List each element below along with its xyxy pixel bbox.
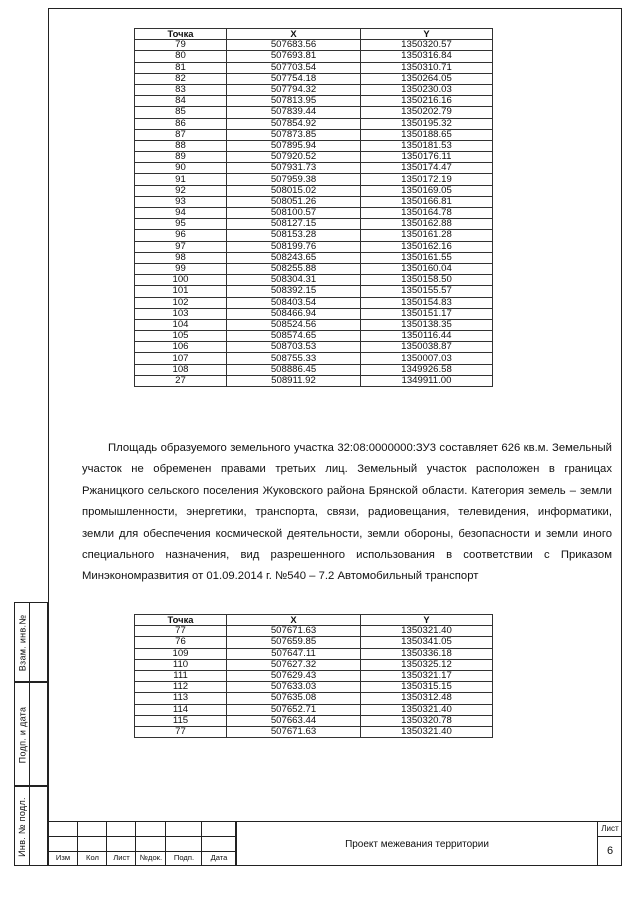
table-row: [135, 275, 493, 286]
cell-y: 1350195.32: [361, 118, 493, 129]
cell-point: 86: [135, 118, 227, 129]
cell-y: 1350161.28: [361, 230, 493, 241]
table-row: [135, 659, 493, 670]
cell-y: 1350007.03: [361, 353, 493, 364]
cell-point: 27: [135, 375, 227, 386]
cell-x: 507629.43: [227, 670, 361, 681]
cell-x: 507627.32: [227, 659, 361, 670]
cell-x: 508153.28: [227, 230, 361, 241]
cell-y: 1350162.88: [361, 219, 493, 230]
cell-x: 507663.44: [227, 715, 361, 726]
table-row: [135, 353, 493, 364]
table-row: [135, 670, 493, 681]
title-block: [48, 821, 622, 866]
header-x: X: [227, 29, 361, 40]
cell-point: 88: [135, 140, 227, 151]
table-row: [135, 40, 493, 51]
cell-y: 1350202.79: [361, 107, 493, 118]
cell-point: 97: [135, 241, 227, 252]
cell-y: 1350315.15: [361, 682, 493, 693]
cell-x: 508243.65: [227, 252, 361, 263]
cell-y: 1349926.58: [361, 364, 493, 375]
cell-x: 508524.56: [227, 319, 361, 330]
cell-x: 508304.31: [227, 275, 361, 286]
cell-point: 76: [135, 637, 227, 648]
cell-x: 508255.88: [227, 263, 361, 274]
table-row: [135, 118, 493, 129]
cell-x: 508100.57: [227, 208, 361, 219]
cell-x: 508127.15: [227, 219, 361, 230]
table-row: [135, 263, 493, 274]
cell-y: 1350155.57: [361, 286, 493, 297]
cell-y: 1350138.35: [361, 319, 493, 330]
table-row: [135, 241, 493, 252]
cell-y: 1350264.05: [361, 73, 493, 84]
cell-x: 507959.38: [227, 174, 361, 185]
side-stamp: [14, 602, 48, 866]
document-title: Проект межевания территории: [345, 838, 489, 850]
cell-y: 1350312.48: [361, 693, 493, 704]
cell-x: 508911.92: [227, 375, 361, 386]
cell-y: 1350188.65: [361, 129, 493, 140]
cell-point: 111: [135, 670, 227, 681]
table-row: [135, 308, 493, 319]
cell-x: 507633.03: [227, 682, 361, 693]
side-label-sign-date: Подп. и дата: [17, 706, 27, 764]
table-row: [135, 704, 493, 715]
cell-point: 93: [135, 196, 227, 207]
cell-x: 507671.63: [227, 726, 361, 737]
table-row: [135, 140, 493, 151]
header-y: Y: [361, 29, 493, 40]
table-row: [135, 96, 493, 107]
cell-y: 1350158.50: [361, 275, 493, 286]
cell-y: 1350151.17: [361, 308, 493, 319]
cell-point: 99: [135, 263, 227, 274]
cell-point: 90: [135, 163, 227, 174]
table-header-row: [135, 615, 493, 626]
table-row: [135, 637, 493, 648]
header-x: X: [227, 615, 361, 626]
cell-point: 110: [135, 659, 227, 670]
cell-x: 508051.26: [227, 196, 361, 207]
cell-x: 507693.81: [227, 51, 361, 62]
cell-y: 1350320.78: [361, 715, 493, 726]
col-label-list: Лист: [113, 853, 130, 862]
cell-x: 507873.85: [227, 129, 361, 140]
cell-x: 507652.71: [227, 704, 361, 715]
table-row: [135, 107, 493, 118]
cell-point: 103: [135, 308, 227, 319]
col-label-data: Дата: [210, 853, 228, 862]
cell-x: 507635.08: [227, 693, 361, 704]
table-row: [135, 286, 493, 297]
cell-y: 1350162.16: [361, 241, 493, 252]
cell-x: 508703.53: [227, 342, 361, 353]
cell-point: 81: [135, 62, 227, 73]
cell-point: 95: [135, 219, 227, 230]
table-row: [135, 375, 493, 386]
side-cell-sign-date: [14, 682, 48, 786]
cell-y: 1350336.18: [361, 648, 493, 659]
cell-point: 102: [135, 297, 227, 308]
cell-x: 508886.45: [227, 364, 361, 375]
table-row: [135, 682, 493, 693]
table-row: [135, 174, 493, 185]
cell-point: 109: [135, 648, 227, 659]
cell-x: 508199.76: [227, 241, 361, 252]
cell-y: 1350166.81: [361, 196, 493, 207]
cell-point: 87: [135, 129, 227, 140]
cell-y: 1350176.11: [361, 152, 493, 163]
cell-point: 94: [135, 208, 227, 219]
cell-x: 507647.11: [227, 648, 361, 659]
cell-point: 85: [135, 107, 227, 118]
cell-point: 89: [135, 152, 227, 163]
cell-y: 1350320.57: [361, 40, 493, 51]
table-row: [135, 196, 493, 207]
cell-x: 508574.65: [227, 331, 361, 342]
header-y: Y: [361, 615, 493, 626]
cell-y: 1350341.05: [361, 637, 493, 648]
cell-y: 1350154.83: [361, 297, 493, 308]
table-row: [135, 129, 493, 140]
cell-point: 115: [135, 715, 227, 726]
cell-x: 507895.94: [227, 140, 361, 151]
cell-point: 79: [135, 40, 227, 51]
table-row: [135, 693, 493, 704]
cell-y: 1350230.03: [361, 84, 493, 95]
col-label-izm: Изм: [55, 853, 71, 862]
cell-y: 1350321.17: [361, 670, 493, 681]
coordinates-table-2: [134, 614, 493, 738]
cell-x: 507920.52: [227, 152, 361, 163]
table-row: [135, 62, 493, 73]
table-row: [135, 331, 493, 342]
cell-x: 508466.94: [227, 308, 361, 319]
side-label-replace-inv: Взам. инв.№: [17, 614, 27, 672]
cell-point: 83: [135, 84, 227, 95]
cell-y: 1350316.84: [361, 51, 493, 62]
sheet-cell: [597, 821, 622, 866]
parcel-description: [82, 438, 612, 588]
cell-x: 507703.54: [227, 62, 361, 73]
table-row: [135, 152, 493, 163]
cell-point: 92: [135, 185, 227, 196]
side-cell-inv-orig: [14, 786, 48, 866]
table-row: [135, 297, 493, 308]
sheet-label: Лист: [598, 822, 622, 837]
document-title-cell: [236, 821, 597, 866]
cell-point: 105: [135, 331, 227, 342]
cell-y: 1350174.47: [361, 163, 493, 174]
side-label-inv-orig: Инв. № подл.: [17, 797, 28, 857]
cell-x: 508015.02: [227, 185, 361, 196]
cell-point: 114: [135, 704, 227, 715]
side-cell-replace-inv: [14, 602, 48, 682]
cell-x: 507839.44: [227, 107, 361, 118]
sheet-number: 6: [606, 845, 614, 857]
table-row: [135, 726, 493, 737]
parcel-description-text: Площадь образуемого земельного участка 32:08:0000000:ЗУ3 составляет 626 кв.м. Земельный участок не обременен правами третьих лиц. Земельный участок расположен в границах Ржаницкого сельского поселения Жуковского района Брянской области. Категория земель – земли промышленности, энергетики, транспорта, связи, радиовещания, телевидения, информатики, земли для обеспечения космической деятельности, земли обороны, безопасности и земли иного специального назначения, вид разрешенного использования в соответствии с Приказом Минэкономразвития от 01.09.2014 г. №540 – 7.2 Автомобильный транспорт: [82, 442, 612, 583]
cell-x: 507813.95: [227, 96, 361, 107]
cell-x: 507931.73: [227, 163, 361, 174]
cell-y: 1350160.04: [361, 263, 493, 274]
cell-point: 106: [135, 342, 227, 353]
cell-y: 1350169.05: [361, 185, 493, 196]
cell-x: 508392.15: [227, 286, 361, 297]
cell-point: 84: [135, 96, 227, 107]
cell-y: 1350310.71: [361, 62, 493, 73]
cell-x: 507683.56: [227, 40, 361, 51]
cell-y: 1350321.40: [361, 626, 493, 637]
table-row: [135, 208, 493, 219]
cell-point: 82: [135, 73, 227, 84]
table-row: [135, 51, 493, 62]
cell-point: 113: [135, 693, 227, 704]
table-row: [135, 84, 493, 95]
cell-point: 101: [135, 286, 227, 297]
table-row: [135, 342, 493, 353]
table-row: [135, 626, 493, 637]
cell-point: 77: [135, 726, 227, 737]
cell-point: 104: [135, 319, 227, 330]
cell-x: 508403.54: [227, 297, 361, 308]
cell-point: 98: [135, 252, 227, 263]
cell-point: 80: [135, 51, 227, 62]
cell-point: 96: [135, 230, 227, 241]
cell-x: 507854.92: [227, 118, 361, 129]
cell-y: 1350161.55: [361, 252, 493, 263]
col-label-ndok: №док.: [139, 853, 163, 862]
table-row: [135, 230, 493, 241]
cell-point: 91: [135, 174, 227, 185]
cell-x: 507659.85: [227, 637, 361, 648]
cell-point: 100: [135, 275, 227, 286]
col-label-podp: Подп.: [173, 853, 195, 862]
header-point: Точка: [135, 615, 227, 626]
table-row: [135, 252, 493, 263]
coordinates-table-1: [134, 28, 493, 387]
cell-y: 1349911.00: [361, 375, 493, 386]
cell-point: 77: [135, 626, 227, 637]
cell-y: 1350181.53: [361, 140, 493, 151]
cell-x: 507754.18: [227, 73, 361, 84]
cell-y: 1350164.78: [361, 208, 493, 219]
cell-point: 108: [135, 364, 227, 375]
table-row: [135, 219, 493, 230]
cell-y: 1350116.44: [361, 331, 493, 342]
table-header-row: [135, 29, 493, 40]
cell-x: 507671.63: [227, 626, 361, 637]
table-row: [135, 73, 493, 84]
table-row: [135, 715, 493, 726]
cell-point: 107: [135, 353, 227, 364]
revision-grid: [48, 821, 236, 866]
table-row: [135, 185, 493, 196]
col-label-kol: Кол: [86, 853, 99, 862]
cell-y: 1350172.19: [361, 174, 493, 185]
cell-y: 1350321.40: [361, 726, 493, 737]
cell-y: 1350038.87: [361, 342, 493, 353]
cell-y: 1350321.40: [361, 704, 493, 715]
cell-y: 1350216.16: [361, 96, 493, 107]
cell-y: 1350325.12: [361, 659, 493, 670]
table-row: [135, 319, 493, 330]
cell-x: 508755.33: [227, 353, 361, 364]
table-row: [135, 364, 493, 375]
cell-point: 112: [135, 682, 227, 693]
table-row: [135, 163, 493, 174]
header-point: Точка: [135, 29, 227, 40]
cell-x: 507794.32: [227, 84, 361, 95]
table-row: [135, 648, 493, 659]
